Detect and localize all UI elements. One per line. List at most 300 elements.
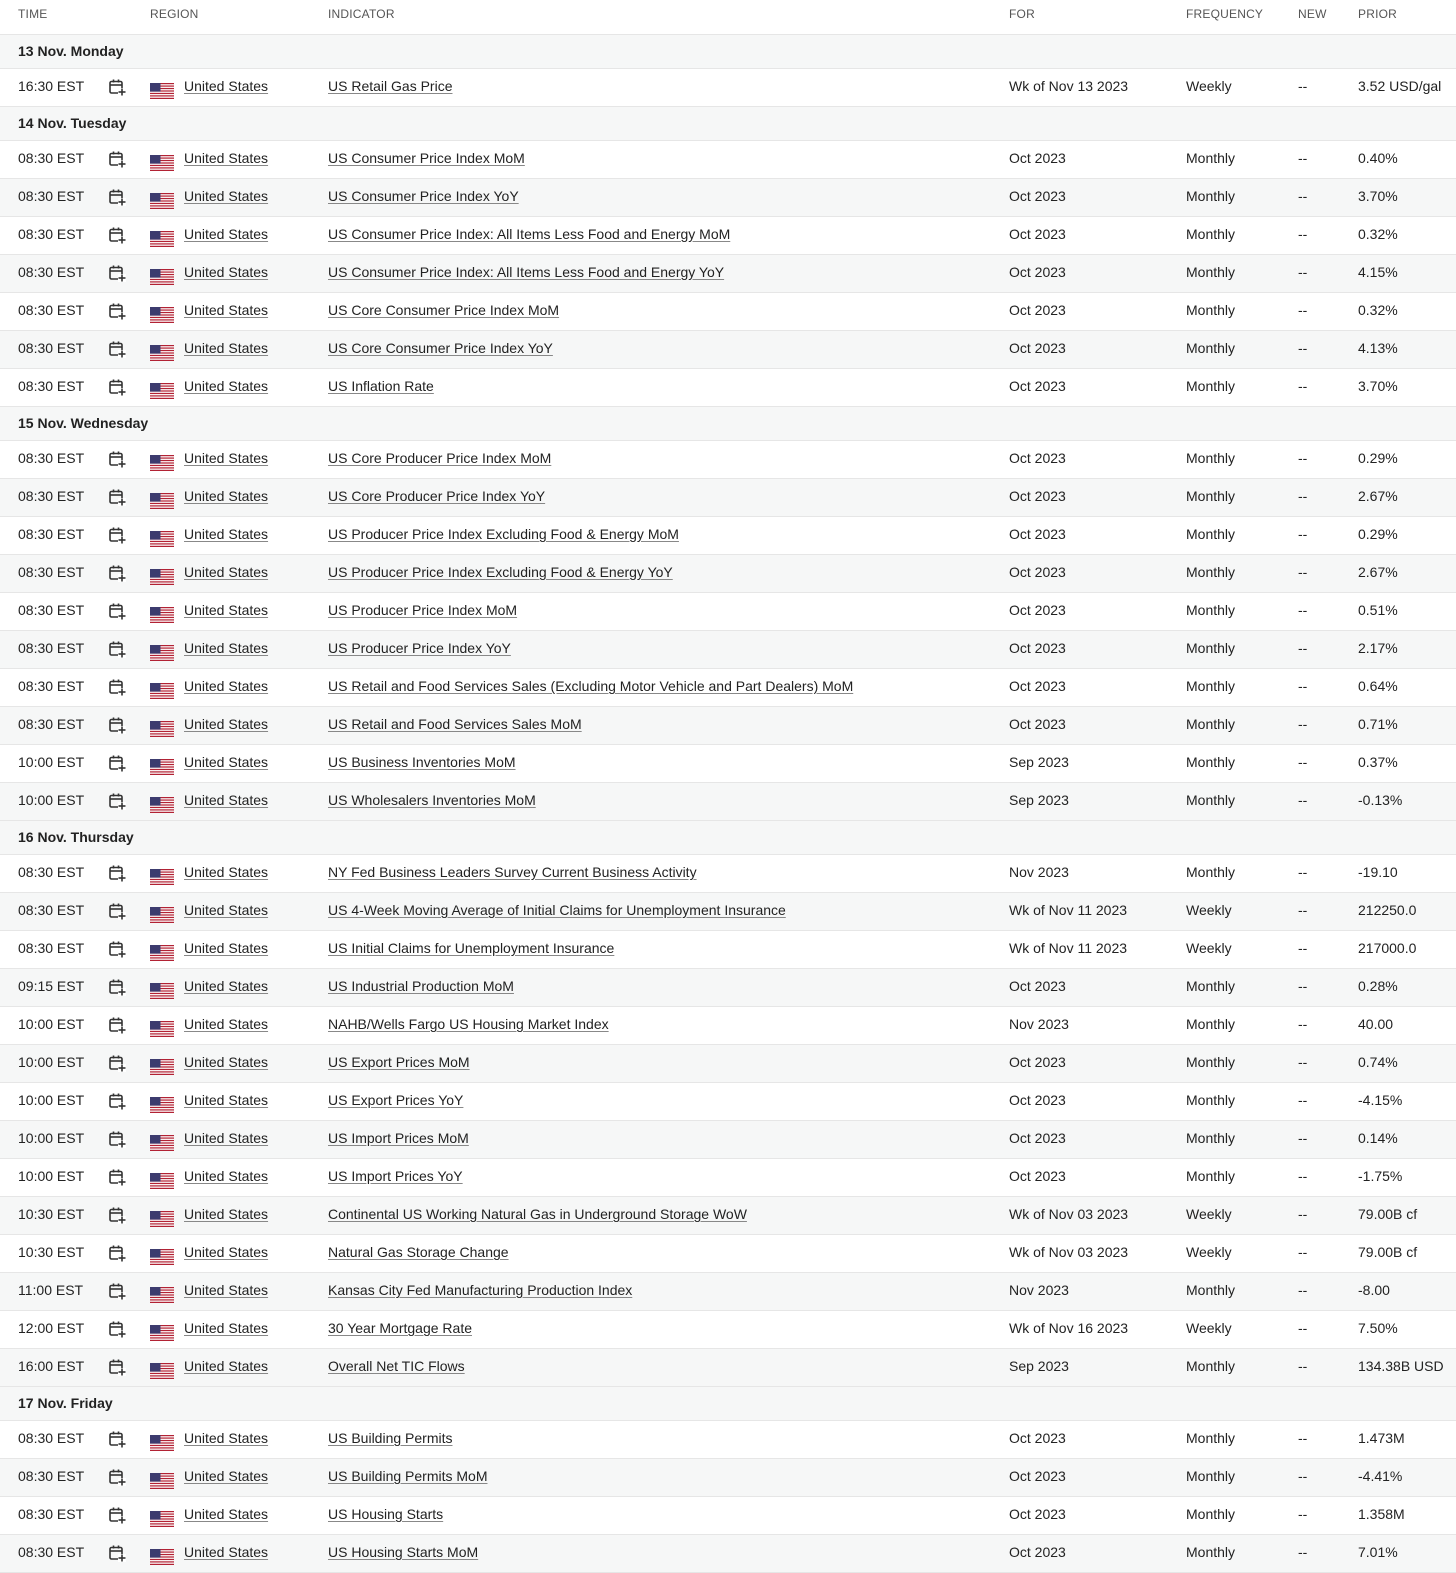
calendar-add-icon[interactable] [108,1506,126,1524]
calendar-add-icon[interactable] [108,716,126,734]
indicator-link[interactable]: US Initial Claims for Unemployment Insurance [328,940,615,956]
event-new-value: -- [1298,1430,1308,1446]
event-frequency: Monthly [1186,1468,1236,1484]
event-period: Oct 2023 [1009,1468,1066,1484]
event-new-value: -- [1298,1506,1308,1522]
region-link[interactable]: United States [184,640,269,656]
us-flag-icon [150,455,174,471]
header-prior: PRIOR [1358,7,1398,21]
indicator-link[interactable]: US Import Prices MoM [328,1130,469,1146]
event-time: 08:30 EST [18,564,85,580]
us-flag-icon [150,231,174,247]
indicator-link[interactable]: Continental US Working Natural Gas in Underground Storage WoW [328,1206,747,1222]
table-row [0,593,1456,631]
calendar-add-icon[interactable] [108,302,126,320]
region-link[interactable]: United States [184,902,269,918]
table-row [0,255,1456,293]
event-period: Oct 2023 [1009,1054,1066,1070]
region-link[interactable]: United States [184,302,269,318]
indicator-link[interactable]: NY Fed Business Leaders Survey Current Business Activity [328,864,697,880]
header-frequency: FREQUENCY [1186,7,1264,21]
us-flag-icon [150,983,174,999]
event-time: 12:00 EST [18,1320,85,1336]
event-frequency: Monthly [1186,1016,1236,1032]
event-new-value: -- [1298,864,1308,880]
event-period: Oct 2023 [1009,264,1066,280]
calendar-add-icon[interactable] [108,1544,126,1562]
calendar-add-icon[interactable] [108,340,126,358]
indicator-link[interactable]: US Core Producer Price Index YoY [328,488,546,504]
us-flag-icon [150,1363,174,1379]
indicator-link[interactable]: Natural Gas Storage Change [328,1244,509,1260]
calendar-add-icon[interactable] [108,526,126,544]
event-new-value: -- [1298,602,1308,618]
event-new-value: -- [1298,226,1308,242]
indicator-link[interactable]: US Building Permits [328,1430,453,1446]
indicator-link[interactable]: US Inflation Rate [328,378,434,394]
event-time: 08:30 EST [18,864,85,880]
region-link[interactable]: United States [184,1468,269,1484]
table-row [0,707,1456,745]
event-time: 08:30 EST [18,1468,85,1484]
calendar-add-icon[interactable] [108,640,126,658]
event-period: Sep 2023 [1009,792,1069,808]
us-flag-icon [150,945,174,961]
calendar-add-icon[interactable] [108,378,126,396]
event-period: Oct 2023 [1009,302,1066,318]
event-prior-value: -1.75% [1358,1168,1403,1184]
event-prior-value: 4.15% [1358,264,1398,280]
event-frequency: Monthly [1186,792,1236,808]
event-time: 11:00 EST [18,1282,84,1298]
event-prior-value: 134.38B USD [1358,1358,1444,1374]
table-row [0,745,1456,783]
calendar-add-icon[interactable] [108,188,126,206]
event-time: 08:30 EST [18,488,85,504]
indicator-link[interactable]: US Core Consumer Price Index YoY [328,340,553,356]
table-row [0,1421,1456,1459]
region-link[interactable]: United States [184,754,269,770]
indicator-link[interactable]: US Export Prices YoY [328,1092,464,1108]
us-flag-icon [150,1211,174,1227]
event-time: 08:30 EST [18,150,85,166]
calendar-add-icon[interactable] [108,678,126,696]
indicator-link[interactable]: US Building Permits MoM [328,1468,488,1484]
region-link[interactable]: United States [184,864,269,880]
indicator-link[interactable]: US Producer Price Index MoM [328,602,518,618]
region-link[interactable]: United States [184,378,269,394]
event-time: 08:30 EST [18,1506,85,1522]
table-row [0,783,1456,821]
region-link[interactable]: United States [184,1282,269,1298]
event-frequency: Monthly [1186,302,1236,318]
indicator-link[interactable]: US Wholesalers Inventories MoM [328,792,536,808]
event-prior-value: 3.52 USD/gal [1358,78,1442,94]
event-frequency: Weekly [1186,1320,1232,1336]
event-new-value: -- [1298,1320,1308,1336]
event-time: 08:30 EST [18,340,85,356]
us-flag-icon [150,1549,174,1565]
calendar-add-icon[interactable] [108,1130,126,1148]
event-period: Wk of Nov 11 2023 [1009,902,1128,918]
event-prior-value: 1.473M [1358,1430,1405,1446]
event-time: 08:30 EST [18,1430,85,1446]
event-new-value: -- [1298,378,1308,394]
event-time: 09:15 EST [18,978,85,994]
region-link[interactable]: United States [184,340,269,356]
region-link[interactable]: United States [184,1506,269,1522]
region-link[interactable]: United States [184,716,269,732]
event-prior-value: -4.15% [1358,1092,1403,1108]
us-flag-icon [150,759,174,775]
event-prior-value: 217000.0 [1358,940,1417,956]
day-label: 13 Nov. Monday [18,43,124,59]
event-frequency: Monthly [1186,1506,1236,1522]
us-flag-icon [150,1135,174,1151]
us-flag-icon [150,1473,174,1489]
region-link[interactable]: United States [184,940,269,956]
table-row [0,479,1456,517]
indicator-link[interactable]: US Retail and Food Services Sales MoM [328,716,582,732]
day-header [0,107,1456,141]
calendar-add-icon[interactable] [108,226,126,244]
event-frequency: Monthly [1186,1092,1236,1108]
event-time: 08:30 EST [18,902,85,918]
event-new-value: -- [1298,792,1308,808]
event-period: Oct 2023 [1009,488,1066,504]
us-flag-icon [150,1059,174,1075]
event-period: Oct 2023 [1009,188,1066,204]
event-prior-value: 0.29% [1358,526,1398,542]
calendar-add-icon[interactable] [108,450,126,468]
event-time: 08:30 EST [18,716,85,732]
indicator-link[interactable]: US Housing Starts MoM [328,1544,479,1560]
us-flag-icon [150,493,174,509]
region-link[interactable]: United States [184,1320,269,1336]
calendar-add-icon[interactable] [108,564,126,582]
event-time: 10:00 EST [18,1168,85,1184]
event-new-value: -- [1298,678,1308,694]
indicator-link[interactable]: US Export Prices MoM [328,1054,470,1070]
event-prior-value: 0.28% [1358,978,1398,994]
region-link[interactable]: United States [184,1206,269,1222]
region-link[interactable]: United States [184,602,269,618]
event-time: 16:30 EST [18,78,85,94]
calendar-add-icon[interactable] [108,792,126,810]
region-link[interactable]: United States [184,1430,269,1446]
calendar-add-icon[interactable] [108,1282,126,1300]
event-prior-value: 0.32% [1358,226,1398,242]
indicator-link[interactable]: Overall Net TIC Flows [328,1358,465,1374]
indicator-link[interactable]: US Core Producer Price Index MoM [328,450,552,466]
indicator-link[interactable]: US Producer Price Index Excluding Food & Energy YoY [328,564,673,580]
event-prior-value: 4.13% [1358,340,1398,356]
event-prior-value: 0.40% [1358,150,1398,166]
calendar-add-icon[interactable] [108,1244,126,1262]
table-row [0,1273,1456,1311]
indicator-link[interactable]: US Consumer Price Index: All Items Less Food and Energy YoY [328,264,725,280]
table-row [0,1083,1456,1121]
event-new-value: -- [1298,1358,1308,1374]
event-prior-value: 2.17% [1358,640,1398,656]
calendar-add-icon[interactable] [108,1206,126,1224]
event-new-value: -- [1298,902,1308,918]
event-frequency: Monthly [1186,378,1236,394]
table-row [0,441,1456,479]
day-label: 16 Nov. Thursday [18,829,134,845]
table-row [0,1121,1456,1159]
event-time: 08:30 EST [18,678,85,694]
region-link[interactable]: United States [184,226,269,242]
event-time: 10:00 EST [18,1130,85,1146]
indicator-link[interactable]: Kansas City Fed Manufacturing Production Index [328,1282,633,1298]
event-prior-value: 0.74% [1358,1054,1398,1070]
event-time: 10:30 EST [18,1206,85,1222]
us-flag-icon [150,721,174,737]
calendar-add-icon[interactable] [108,78,126,96]
event-new-value: -- [1298,754,1308,770]
day-label: 15 Nov. Wednesday [18,415,149,431]
table-row [0,1535,1456,1573]
event-period: Sep 2023 [1009,754,1069,770]
event-prior-value: 79.00B cf [1358,1244,1418,1260]
event-period: Oct 2023 [1009,1544,1066,1560]
event-frequency: Monthly [1186,1544,1236,1560]
region-link[interactable]: United States [184,678,269,694]
indicator-link[interactable]: US Consumer Price Index YoY [328,188,519,204]
table-row [0,517,1456,555]
event-prior-value: -8.00 [1358,1282,1390,1298]
event-period: Oct 2023 [1009,1168,1066,1184]
event-new-value: -- [1298,450,1308,466]
event-new-value: -- [1298,1282,1308,1298]
event-frequency: Monthly [1186,678,1236,694]
event-prior-value: 2.67% [1358,488,1398,504]
table-row [0,1459,1456,1497]
indicator-link[interactable]: 30 Year Mortgage Rate [328,1320,472,1336]
calendar-add-icon[interactable] [108,902,126,920]
event-new-value: -- [1298,978,1308,994]
event-frequency: Monthly [1186,450,1236,466]
event-time: 08:30 EST [18,378,85,394]
us-flag-icon [150,83,174,99]
event-period: Oct 2023 [1009,226,1066,242]
event-period: Oct 2023 [1009,378,1066,394]
event-new-value: -- [1298,564,1308,580]
calendar-add-icon[interactable] [108,940,126,958]
event-frequency: Weekly [1186,902,1232,918]
event-frequency: Monthly [1186,754,1236,770]
event-time: 08:30 EST [18,602,85,618]
event-prior-value: 0.37% [1358,754,1398,770]
event-new-value: -- [1298,78,1308,94]
event-time: 16:00 EST [18,1358,85,1374]
day-header [0,1387,1456,1421]
event-period: Wk of Nov 03 2023 [1009,1206,1129,1222]
indicator-link[interactable]: US Business Inventories MoM [328,754,516,770]
indicator-link[interactable]: US Housing Starts [328,1506,444,1522]
event-frequency: Monthly [1186,226,1236,242]
indicator-link[interactable]: NAHB/Wells Fargo US Housing Market Index [328,1016,609,1032]
event-prior-value: -0.13% [1358,792,1403,808]
event-new-value: -- [1298,1092,1308,1108]
event-time: 10:00 EST [18,1016,85,1032]
region-link[interactable]: United States [184,1168,269,1184]
region-link[interactable]: United States [184,188,269,204]
event-time: 08:30 EST [18,226,85,242]
event-frequency: Monthly [1186,150,1236,166]
us-flag-icon [150,869,174,885]
event-period: Wk of Nov 03 2023 [1009,1244,1129,1260]
event-prior-value: 0.64% [1358,678,1398,694]
event-prior-value: 1.358M [1358,1506,1405,1522]
region-link[interactable]: United States [184,978,269,994]
event-period: Oct 2023 [1009,1092,1066,1108]
region-link[interactable]: United States [184,78,269,94]
event-frequency: Weekly [1186,1206,1232,1222]
region-link[interactable]: United States [184,792,269,808]
event-prior-value: 40.00 [1358,1016,1394,1032]
header-new: NEW [1298,7,1327,21]
calendar-add-icon[interactable] [108,488,126,506]
indicator-link[interactable]: US Producer Price Index YoY [328,640,511,656]
table-row [0,1159,1456,1197]
event-frequency: Monthly [1186,1282,1236,1298]
event-new-value: -- [1298,1130,1308,1146]
event-time: 10:30 EST [18,1244,85,1260]
event-new-value: -- [1298,526,1308,542]
table-row [0,1497,1456,1535]
table-row [0,1235,1456,1273]
day-label: 14 Nov. Tuesday [18,115,127,131]
indicator-link[interactable]: US Import Prices YoY [328,1168,463,1184]
region-link[interactable]: United States [184,264,269,280]
event-prior-value: 0.71% [1358,716,1398,732]
event-period: Oct 2023 [1009,450,1066,466]
us-flag-icon [150,1021,174,1037]
event-prior-value: 2.67% [1358,564,1398,580]
event-period: Oct 2023 [1009,1506,1066,1522]
indicator-link[interactable]: US Retail Gas Price [328,78,453,94]
region-link[interactable]: United States [184,450,269,466]
table-row [0,69,1456,107]
region-link[interactable]: United States [184,1092,269,1108]
event-new-value: -- [1298,264,1308,280]
event-frequency: Monthly [1186,488,1236,504]
table-row [0,1349,1456,1387]
region-link[interactable]: United States [184,1358,269,1374]
table-row [0,669,1456,707]
indicator-link[interactable]: US Producer Price Index Excluding Food & Energy MoM [328,526,679,542]
event-time: 10:00 EST [18,754,85,770]
table-row [0,217,1456,255]
event-time: 08:30 EST [18,640,85,656]
us-flag-icon [150,1511,174,1527]
event-period: Oct 2023 [1009,1430,1066,1446]
calendar-add-icon[interactable] [108,1468,126,1486]
region-link[interactable]: United States [184,1130,269,1146]
event-frequency: Monthly [1186,188,1236,204]
table-body [0,35,1456,1573]
region-link[interactable]: United States [184,1244,269,1260]
region-link[interactable]: United States [184,150,269,166]
calendar-add-icon[interactable] [108,978,126,996]
event-frequency: Monthly [1186,564,1236,580]
event-frequency: Monthly [1186,640,1236,656]
calendar-add-icon[interactable] [108,1092,126,1110]
calendar-add-icon[interactable] [108,1016,126,1034]
event-period: Nov 2023 [1009,1016,1069,1032]
event-time: 08:30 EST [18,940,85,956]
header-region: REGION [150,7,199,21]
region-link[interactable]: United States [184,488,269,504]
calendar-add-icon[interactable] [108,1054,126,1072]
event-time: 10:00 EST [18,1092,85,1108]
region-link[interactable]: United States [184,1054,269,1070]
calendar-add-icon[interactable] [108,150,126,168]
event-new-value: -- [1298,302,1308,318]
calendar-add-icon[interactable] [108,1320,126,1338]
event-prior-value: 0.29% [1358,450,1398,466]
event-period: Oct 2023 [1009,526,1066,542]
table-row [0,369,1456,407]
event-prior-value: 3.70% [1358,378,1398,394]
calendar-add-icon[interactable] [108,602,126,620]
table-row [0,1311,1456,1349]
calendar-add-icon[interactable] [108,864,126,882]
calendar-add-icon[interactable] [108,754,126,772]
event-prior-value: 0.32% [1358,302,1398,318]
us-flag-icon [150,569,174,585]
us-flag-icon [150,1173,174,1189]
event-time: 08:30 EST [18,188,85,204]
calendar-add-icon[interactable] [108,1358,126,1376]
calendar-add-icon[interactable] [108,264,126,282]
event-period: Oct 2023 [1009,340,1066,356]
region-link[interactable]: United States [184,564,269,580]
event-period: Oct 2023 [1009,716,1066,732]
event-frequency: Monthly [1186,1168,1236,1184]
indicator-link[interactable]: US Consumer Price Index: All Items Less Food and Energy MoM [328,226,731,242]
table-row [0,969,1456,1007]
indicator-link[interactable]: US 4-Week Moving Average of Initial Claims for Unemployment Insurance [328,902,786,918]
event-period: Wk of Nov 16 2023 [1009,1320,1129,1336]
event-frequency: Monthly [1186,1054,1236,1070]
indicator-link[interactable]: US Consumer Price Index MoM [328,150,525,166]
event-frequency: Monthly [1186,1358,1236,1374]
us-flag-icon [150,269,174,285]
event-new-value: -- [1298,1168,1308,1184]
table-row [0,1007,1456,1045]
event-period: Oct 2023 [1009,640,1066,656]
indicator-link[interactable]: US Retail and Food Services Sales (Excluding Motor Vehicle and Part Dealers) MoM [328,678,854,694]
table-row [0,931,1456,969]
us-flag-icon [150,1249,174,1265]
us-flag-icon [150,383,174,399]
us-flag-icon [150,531,174,547]
calendar-add-icon[interactable] [108,1430,126,1448]
region-link[interactable]: United States [184,1016,269,1032]
us-flag-icon [150,607,174,623]
region-link[interactable]: United States [184,526,269,542]
event-time: 10:00 EST [18,792,85,808]
indicator-link[interactable]: US Industrial Production MoM [328,978,514,994]
indicator-link[interactable]: US Core Consumer Price Index MoM [328,302,560,318]
region-link[interactable]: United States [184,1544,269,1560]
calendar-add-icon[interactable] [108,1168,126,1186]
event-time: 08:30 EST [18,450,85,466]
event-prior-value: 0.51% [1358,602,1398,618]
